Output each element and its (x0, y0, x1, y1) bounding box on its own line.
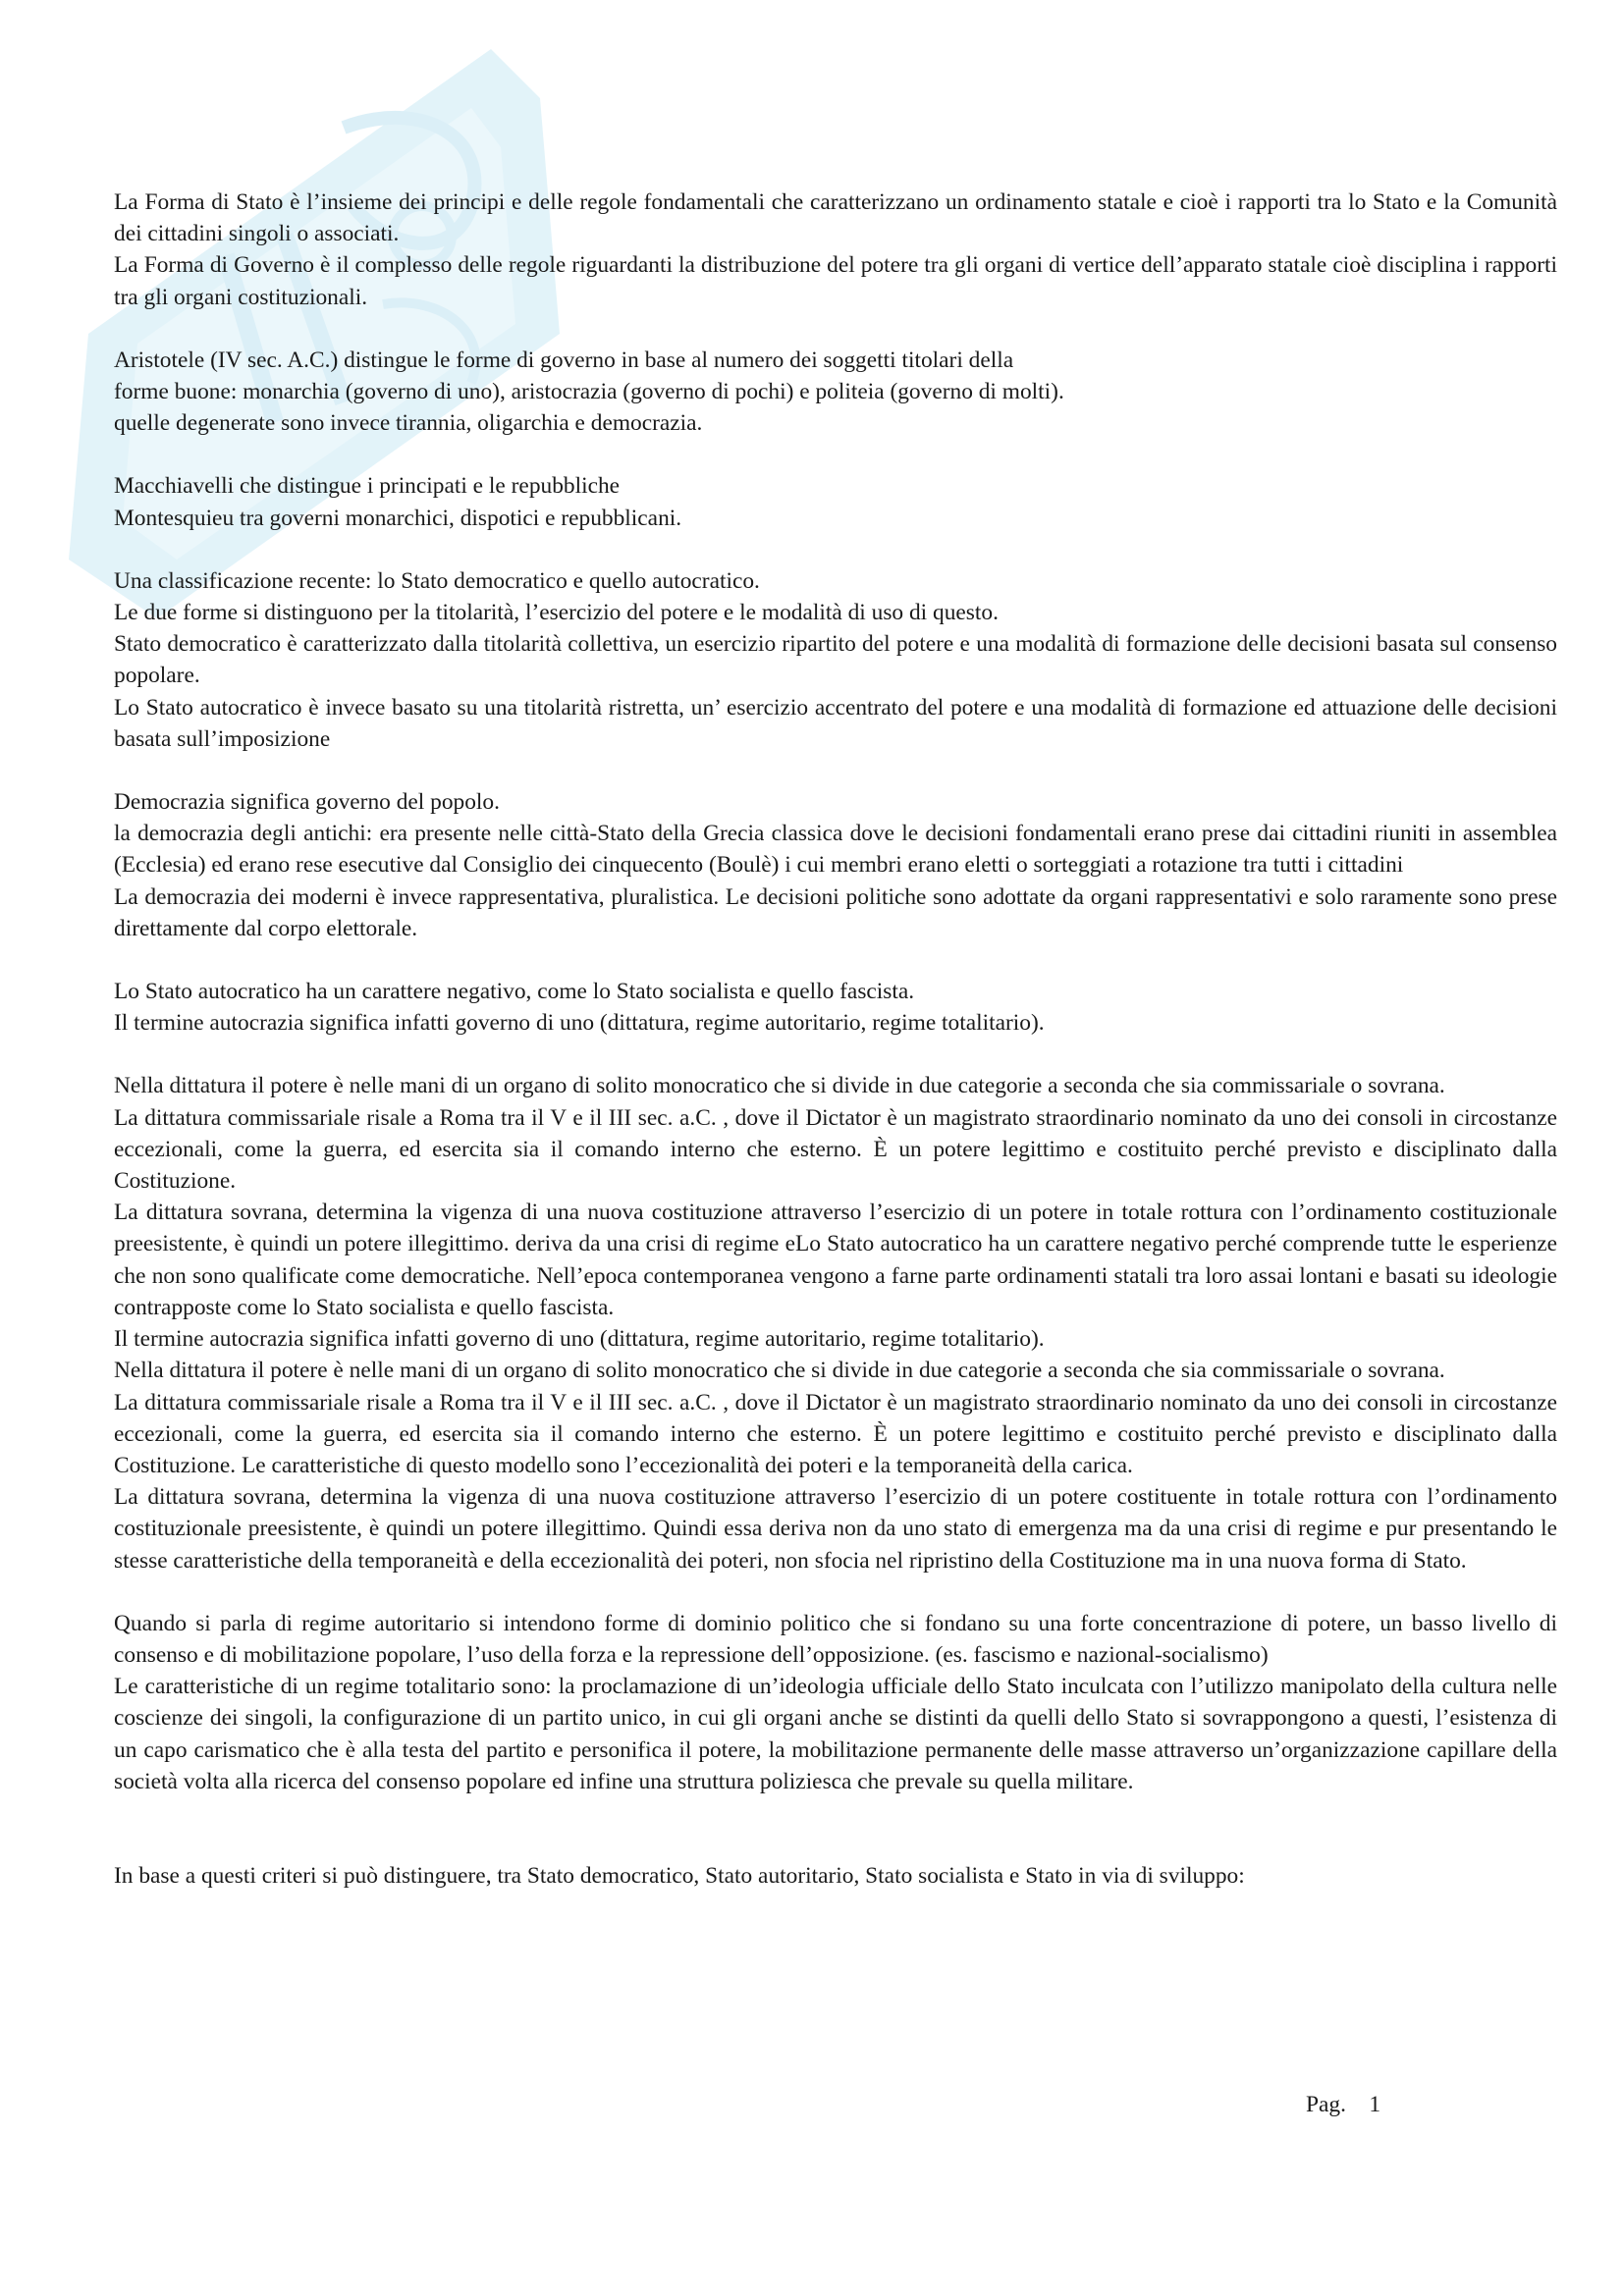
paragraph: Stato democratico è caratterizzato dalla titolarità collettiva, un esercizio ripartito del potere e una modalità di formazione delle decisioni basata sul consenso popolare. (114, 631, 1557, 689)
paragraph: Lo Stato autocratico è invece basato su una titolarità ristretta, un’ esercizio accentrato del potere e una modalità di formazione ed attuazione delle decisioni basata sull’imposizione (114, 694, 1557, 752)
paragraph: Una classificazione recente: lo Stato democratico e quello autocratico. (114, 567, 760, 594)
paragraph: La democrazia dei moderni è invece rappresentativa, pluralistica. Le decisioni politiche sono adottate da organi rappresentativi e solo raramente sono prese direttamente dal corpo elettorale. (114, 883, 1557, 941)
page-label: Pag. (1306, 2092, 1346, 2117)
paragraph: Nella dittatura il potere è nelle mani di un organo di solito monocratico che si divide in due categorie a seconda che sia commissariale o sovrana. (114, 1073, 1445, 1099)
paragraph: forme buone: monarchia (governo di uno), aristocrazia (governo di pochi) e politeia (governo di molti). (114, 379, 1064, 405)
paragraph: La dittatura commissariale risale a Roma tra il V e il III sec. a.C. , dove il Dictator è un magistrato straordinario nominato da uno dei consoli in circostanze eccezionali, come la guerra, ed esercita sia il comando interno che esterno. È un potere legittimo e costituito perché previsto e disciplinato dalla Costituzione. Le caratteristiche di questo modello sono l’eccezionalità dei poteri e la temporaneità della carica. (114, 1389, 1557, 1478)
paragraph: Quando si parla di regime autoritario si intendono forme di dominio politico che si fondano su una forte concentrazione di potere, un basso livello di consenso e di mobilitazione popolare, l’uso della forza e la repressione dell’opposizione. (es. fascismo e nazional-socialismo) (114, 1610, 1557, 1668)
paragraph: Il termine autocrazia significa infatti governo di uno (dittatura, regime autoritario, regime totalitario). (114, 1010, 1045, 1037)
paragraph: Il termine autocrazia significa infatti governo di uno (dittatura, regime autoritario, regime totalitario). (114, 1326, 1045, 1353)
page-number-value: 1 (1369, 2092, 1381, 2117)
paragraph: Macchiavelli che distingue i principati e le repubbliche (114, 473, 621, 500)
paragraph: Lo Stato autocratico ha un carattere negativo, come lo Stato socialista e quello fascista. (114, 979, 915, 1005)
paragraph: Aristotele (IV sec. A.C.) distingue le forme di governo in base al numero dei soggetti titolari della (114, 347, 1014, 373)
paragraph: Nella dittatura il potere è nelle mani di un organo di solito monocratico che si divide in due categorie a seconda che sia commissariale o sovrana. (114, 1358, 1445, 1384)
paragraph: quelle degenerate sono invece tirannia, oligarchia e democrazia. (114, 410, 703, 437)
paragraph: La dittatura sovrana, determina la vigenza di una nuova costituzione attraverso l’esercizio di un potere costituente in totale rottura con l’ordinamento costituzionale preesistente, è quindi un potere illegittimo. Quindi essa deriva non da uno stato di emergenza ma da una crisi di regime e pur presentando le stesse caratteristiche della temporaneità e della eccezionalità dei poteri, non sfocia nel ripristino della Costituzione ma in una nuova forma di Stato. (114, 1484, 1557, 1574)
paragraph: Democrazia significa governo del popolo. (114, 789, 500, 816)
document-body (114, 187, 1557, 1892)
paragraph: la democrazia degli antichi: era presente nelle città-Stato della Grecia classica dove le decisioni fondamentali erano prese dai cittadini riuniti in assemblea (Ecclesia) ed erano rese esecutive dal Consiglio dei cinquecento (Boulè) i cui membri erano eletti o sorteggiati a rotazione tra tutti i cittadini (114, 821, 1557, 879)
paragraph: La dittatura commissariale risale a Roma tra il V e il III sec. a.C. , dove il Dictator è un magistrato straordinario nominato da uno dei consoli in circostanze eccezionali, come la guerra, ed esercita sia il comando interno che esterno. È un potere legittimo e costituito perché previsto e disciplinato dalla Costituzione. (114, 1104, 1557, 1195)
paragraph: La Forma di Governo è il complesso delle regole riguardanti la distribuzione del potere tra gli organi di vertice dell’apparato statale cioè disciplina i rapporti tra gli organi costituzionali. (114, 252, 1557, 310)
page-number (1306, 2089, 1380, 2120)
paragraph: Le due forme si distinguono per la titolarità, l’esercizio del potere e le modalità di uso di questo. (114, 600, 999, 626)
paragraph: La dittatura sovrana, determina la vigenza di una nuova costituzione attraverso l’esercizio di un potere in totale rottura con l’ordinamento costituzionale preesistente, è quindi un potere illegittimo. deriva da una crisi di regime eLo Stato autocratico ha un carattere negativo perché comprende tutte le esperienze che non sono qualificate come democratiche. Nell’epoca contemporanea vengono a farne parte ordinamenti statali tra loro assai lontani e basati su ideologie contrapposte come lo Stato socialista e quello fascista. (114, 1200, 1557, 1320)
paragraph: Le caratteristiche di un regime totalitario sono: la proclamazione di un’ideologia ufficiale dello Stato inculcata con l’utilizzo manipolato della cultura nelle coscienze dei singoli, la configurazione di un partito unico, in cui gli organi anche se distinti da quelli dello Stato si sovrappongono a questi, l’esistenza di un capo carismatico che è alla testa del partito e personifica il potere, la mobilitazione permanente delle masse attraverso un’organizzazione capillare della società volta alla ricerca del consenso popolare ed infine una struttura poliziesca che prevale su quella militare. (114, 1674, 1557, 1794)
paragraph: Montesquieu tra governi monarchici, dispotici e repubblicani. (114, 505, 682, 531)
paragraph: In base a questi criteri si può distinguere, tra Stato democratico, Stato autoritario, Stato socialista e Stato in via di sviluppo: (114, 1862, 1245, 1889)
paragraph: La Forma di Stato è l’insieme dei principi e delle regole fondamentali che caratterizzano un ordinamento statale e cioè i rapporti tra lo Stato e la Comunità dei cittadini singoli o associati. (114, 189, 1557, 247)
